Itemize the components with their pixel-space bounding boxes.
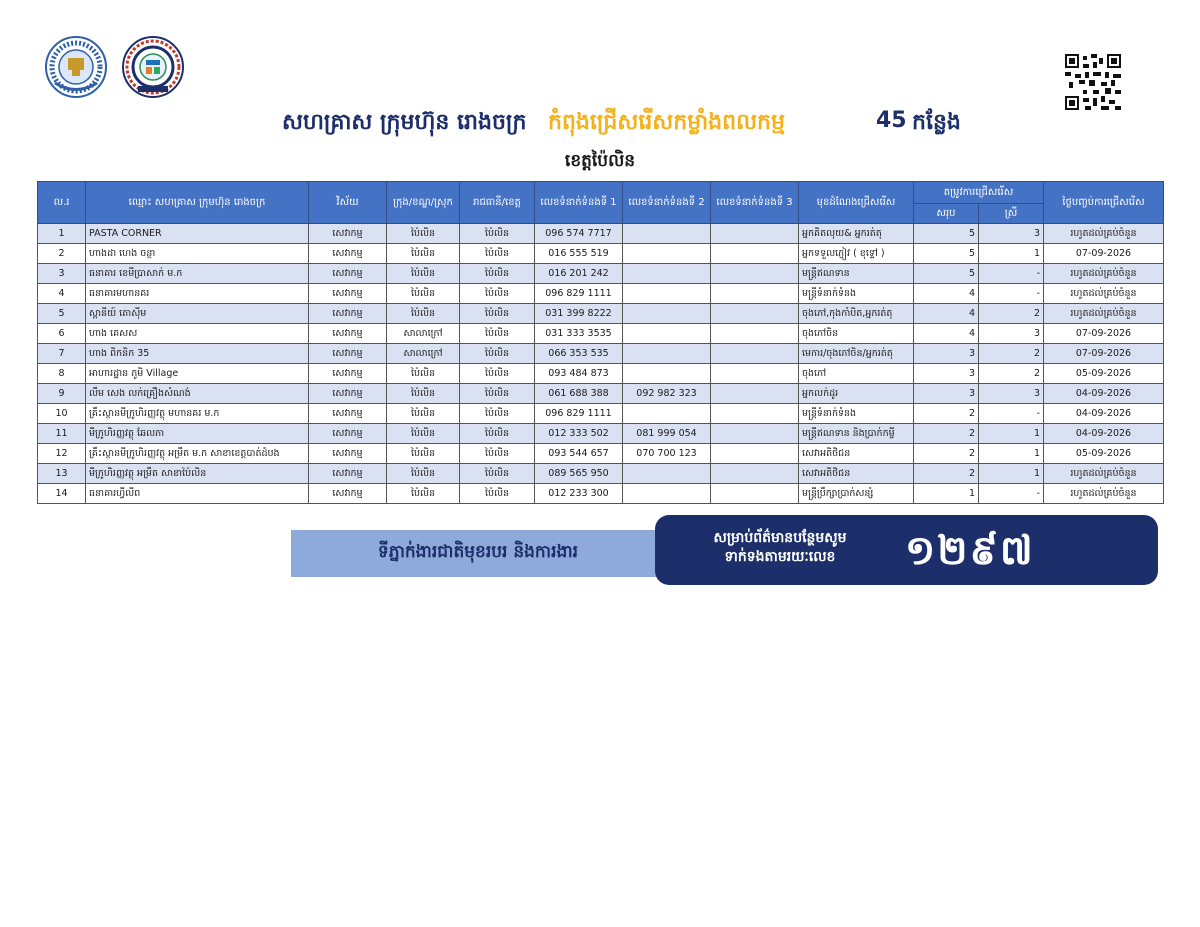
page-title (0, 108, 1200, 142)
cell-no: 4 (38, 284, 86, 304)
cell-district: ប៉ៃលិន (387, 464, 460, 484)
cell-sector: សេវាកម្ម (309, 244, 387, 264)
cell-phone3 (711, 324, 799, 344)
cell-phone3 (711, 224, 799, 244)
hotline-caption-line1: សម្រាប់ព័ត៌មានបន្ថែមសូម (713, 530, 847, 546)
cell-district: ប៉ៃលិន (387, 424, 460, 444)
cell-name: ធនាគារមហានគរ (86, 284, 309, 304)
cell-name: គ្រឹះស្ថានមីក្រូហិរញ្ញវត្ថុ មហានគរ ម.ក (86, 404, 309, 424)
header-province: រាជធានី/ខេត្ត (460, 182, 535, 224)
cell-name: PASTA CORNER (86, 224, 309, 244)
cell-phone3 (711, 244, 799, 264)
cell-phone2 (623, 364, 711, 384)
header-female: ស្រី (979, 204, 1044, 224)
cell-total: 4 (914, 324, 979, 344)
cell-phone3 (711, 344, 799, 364)
cell-phone2 (623, 224, 711, 244)
qr-code-icon (1065, 54, 1121, 110)
cell-province: ប៉ៃលិន (460, 324, 535, 344)
cell-female: 2 (979, 344, 1044, 364)
hotline-number: ១២៩៧ (905, 528, 1035, 574)
cell-name: ហាង គេសស (86, 324, 309, 344)
cell-sector: សេវាកម្ម (309, 484, 387, 504)
cell-position: មន្ត្រីឥណទាន និងប្រាក់កម្ចី (799, 424, 914, 444)
cell-name: គ្រឹះស្ថានមីក្រូហិរញ្ញវត្ថុ អម្រឹត ម.ក សាខាខេត្តបាត់ដំបង (86, 444, 309, 464)
cell-phone3 (711, 484, 799, 504)
cell-position: មេការ/ចុងភៅចិន/អ្នករត់តុ (799, 344, 914, 364)
cell-position: ចុងភៅចិន (799, 324, 914, 344)
cell-deadline: 05-09-2026 (1044, 444, 1164, 464)
cell-female: - (979, 284, 1044, 304)
cell-phone2: 081 999 054 (623, 424, 711, 444)
cell-deadline: រហូតដល់គ្រប់ចំនួន (1044, 264, 1164, 284)
header-position: មុខដំណែងជ្រើសរើស (799, 182, 914, 224)
table-row (38, 284, 1164, 304)
cell-phone1: 066 353 535 (535, 344, 623, 364)
cell-phone3 (711, 304, 799, 324)
title-unit-label: កន្លែង (912, 110, 961, 135)
cell-sector: សេវាកម្ម (309, 364, 387, 384)
cell-province: ប៉ៃលិន (460, 444, 535, 464)
cell-position: មន្ត្រីប្រឹក្សាប្រាក់សន្សំ (799, 484, 914, 504)
header-phone1: លេខទំនាក់ទំនងទី 1 (535, 182, 623, 224)
cell-no: 9 (38, 384, 86, 404)
cell-name: ស្ពានីយ៍ តោស៊ីម (86, 304, 309, 324)
cell-no: 7 (38, 344, 86, 364)
table-row (38, 244, 1164, 264)
cell-position: អ្នកគិតលុយ& អ្នករត់តុ (799, 224, 914, 244)
cell-sector: សេវាកម្ម (309, 224, 387, 244)
cell-sector: សេវាកម្ម (309, 304, 387, 324)
cell-deadline: រហូតដល់គ្រប់ចំនួន (1044, 284, 1164, 304)
cell-sector: សេវាកម្ម (309, 284, 387, 304)
cell-district: ប៉ៃលិន (387, 264, 460, 284)
cell-phone2: 092 982 323 (623, 384, 711, 404)
cell-total: 2 (914, 464, 979, 484)
table-row (38, 404, 1164, 424)
cell-phone1: 096 829 1111 (535, 284, 623, 304)
cell-no: 14 (38, 484, 86, 504)
cell-district: សាលាក្រៅ (387, 324, 460, 344)
cell-province: ប៉ៃលិន (460, 364, 535, 384)
cell-phone1: 096 574 7717 (535, 224, 623, 244)
cell-province: ប៉ៃលិន (460, 424, 535, 444)
cell-deadline: រហូតដល់គ្រប់ចំនួន (1044, 304, 1164, 324)
cell-phone2 (623, 304, 711, 324)
agency-name: ទីភ្នាក់ងារជាតិមុខរបរ និងការងារ (377, 542, 579, 562)
cell-province: ប៉ៃលិន (460, 264, 535, 284)
cell-deadline: រហូតដល់គ្រប់ចំនួន (1044, 484, 1164, 504)
table-row (38, 304, 1164, 324)
cell-position: អ្នកទទួលភ្ញៀវ ( ខុទ្ទៅ ) (799, 244, 914, 264)
cell-total: 4 (914, 284, 979, 304)
nea-seal-icon (122, 36, 184, 98)
cell-position: មន្ត្រីទំនាក់ទំនង (799, 404, 914, 424)
cell-deadline: 07-09-2026 (1044, 344, 1164, 364)
cell-district: សាលាក្រៅ (387, 344, 460, 364)
header-district: ក្រុង/ខណ្ឌ/ស្រុក (387, 182, 460, 224)
cell-province: ប៉ៃលិន (460, 384, 535, 404)
cell-phone2 (623, 344, 711, 364)
header-sector: វិស័យ (309, 182, 387, 224)
cell-sector: សេវាកម្ម (309, 464, 387, 484)
table-row (38, 484, 1164, 504)
cell-phone3 (711, 464, 799, 484)
cell-female: - (979, 484, 1044, 504)
cell-female: 1 (979, 444, 1044, 464)
agency-banner (291, 530, 665, 577)
cell-phone3 (711, 444, 799, 464)
cell-district: ប៉ៃលិន (387, 484, 460, 504)
cell-phone1: 012 233 300 (535, 484, 623, 504)
cell-position: សេវាអតិថិជន (799, 464, 914, 484)
cell-district: ប៉ៃលិន (387, 224, 460, 244)
table-row (38, 464, 1164, 484)
cell-female: - (979, 404, 1044, 424)
cell-phone1: 093 544 657 (535, 444, 623, 464)
cell-female: 1 (979, 244, 1044, 264)
cell-district: ប៉ៃលិន (387, 384, 460, 404)
header-total: សរុប (914, 204, 979, 224)
cell-phone2: 070 700 123 (623, 444, 711, 464)
cell-phone2 (623, 404, 711, 424)
cell-name: ហាង ពិកនិក 35 (86, 344, 309, 364)
cell-sector: សេវាកម្ម (309, 264, 387, 284)
cell-sector: សេវាកម្ម (309, 344, 387, 364)
table-row (38, 324, 1164, 344)
cell-province: ប៉ៃលិន (460, 344, 535, 364)
cell-female: 2 (979, 304, 1044, 324)
cell-no: 6 (38, 324, 86, 344)
cell-phone1: 061 688 388 (535, 384, 623, 404)
table-row (38, 344, 1164, 364)
title-total-positions: 45 (876, 108, 907, 133)
header-demand: តម្រូវការជ្រើសរើស (914, 182, 1044, 204)
cell-province: ប៉ៃលិន (460, 464, 535, 484)
cell-no: 10 (38, 404, 86, 424)
cell-sector: សេវាកម្ម (309, 384, 387, 404)
cell-deadline: 04-09-2026 (1044, 404, 1164, 424)
hotline-caption (685, 529, 875, 567)
cell-total: 5 (914, 244, 979, 264)
cell-district: ប៉ៃលិន (387, 244, 460, 264)
cell-phone2 (623, 264, 711, 284)
cell-name: មីក្រូហិរញ្ញវត្ថុ ឆែលភា (86, 424, 309, 444)
cell-phone2 (623, 324, 711, 344)
cell-total: 2 (914, 404, 979, 424)
cell-phone3 (711, 284, 799, 304)
cell-total: 5 (914, 264, 979, 284)
cell-name: ហាងដា ហេង ចន្ថា (86, 244, 309, 264)
cell-no: 5 (38, 304, 86, 324)
cell-district: ប៉ៃលិន (387, 284, 460, 304)
cell-deadline: 07-09-2026 (1044, 244, 1164, 264)
cell-sector: សេវាកម្ម (309, 324, 387, 344)
job-vacancy-table (37, 181, 1164, 504)
cell-phone1: 016 201 242 (535, 264, 623, 284)
hotline-banner (655, 515, 1158, 585)
cell-name: ធនាគារ ខេមីប្រាសាក់ ម.ក (86, 264, 309, 284)
cell-province: ប៉ៃលិន (460, 304, 535, 324)
cell-phone3 (711, 424, 799, 444)
cell-phone1: 016 555 519 (535, 244, 623, 264)
cell-name: ធនាគារហ្វីលីព (86, 484, 309, 504)
cell-phone3 (711, 404, 799, 424)
cell-sector: សេវាកម្ម (309, 444, 387, 464)
cell-total: 5 (914, 224, 979, 244)
cell-phone1: 089 565 950 (535, 464, 623, 484)
cell-female: 1 (979, 464, 1044, 484)
cell-province: ប៉ៃលិន (460, 284, 535, 304)
header-deadline: ថ្ងៃបញ្ចប់ការជ្រើសរើស (1044, 182, 1164, 224)
cell-position: មន្ត្រីឥណទាន (799, 264, 914, 284)
cell-province: ប៉ៃលិន (460, 224, 535, 244)
cell-phone1: 093 484 873 (535, 364, 623, 384)
cell-female: 3 (979, 324, 1044, 344)
cell-female: - (979, 264, 1044, 284)
cell-phone3 (711, 264, 799, 284)
table-row (38, 224, 1164, 244)
cell-position: អ្នកលក់ដូរ (799, 384, 914, 404)
cell-district: ប៉ៃលិន (387, 444, 460, 464)
cell-no: 2 (38, 244, 86, 264)
cell-female: 3 (979, 224, 1044, 244)
cell-phone1: 031 399 8222 (535, 304, 623, 324)
cell-province: ប៉ៃលិន (460, 484, 535, 504)
cell-no: 1 (38, 224, 86, 244)
cell-deadline: 05-09-2026 (1044, 364, 1164, 384)
cell-no: 8 (38, 364, 86, 384)
cell-district: ប៉ៃលិន (387, 404, 460, 424)
cell-phone2 (623, 244, 711, 264)
cell-total: 2 (914, 444, 979, 464)
cell-no: 11 (38, 424, 86, 444)
cell-phone1: 012 333 502 (535, 424, 623, 444)
cell-female: 2 (979, 364, 1044, 384)
cell-deadline: 04-09-2026 (1044, 384, 1164, 404)
cell-no: 12 (38, 444, 86, 464)
table-row (38, 424, 1164, 444)
header-name: ឈ្មោះ សហគ្រាស ក្រុមហ៊ុន រោងចក្រ (86, 182, 309, 224)
cell-position: ចុងភៅ (799, 364, 914, 384)
cell-phone1: 031 333 3535 (535, 324, 623, 344)
cell-total: 3 (914, 344, 979, 364)
cell-deadline: 07-09-2026 (1044, 324, 1164, 344)
cell-total: 3 (914, 364, 979, 384)
cell-phone3 (711, 384, 799, 404)
header-phone3: លេខទំនាក់ទំនងទី 3 (711, 182, 799, 224)
cell-phone2 (623, 464, 711, 484)
table-row (38, 264, 1164, 284)
hotline-caption-line2: ទាក់ទងតាមរយៈលេខ (724, 549, 836, 565)
header-no: ល.រ (38, 182, 86, 224)
cell-female: 3 (979, 384, 1044, 404)
cell-district: ប៉ៃលិន (387, 304, 460, 324)
cell-total: 2 (914, 424, 979, 444)
table-row (38, 384, 1164, 404)
cell-phone2 (623, 484, 711, 504)
cell-deadline: រហូតដល់គ្រប់ចំនួន (1044, 224, 1164, 244)
cell-phone3 (711, 364, 799, 384)
cell-name: លឹម សេង លក់គ្រឿងសំណង់ (86, 384, 309, 404)
cell-total: 4 (914, 304, 979, 324)
cell-province: ប៉ៃលិន (460, 244, 535, 264)
cell-deadline: រហូតដល់គ្រប់ចំនួន (1044, 464, 1164, 484)
title-status-label: កំពុងជ្រើសរើសកម្លាំងពលកម្ម (548, 110, 785, 135)
cell-no: 13 (38, 464, 86, 484)
table-row (38, 364, 1164, 384)
header-phone2: លេខទំនាក់ទំនងទី 2 (623, 182, 711, 224)
title-org-label: សហគ្រាស ក្រុមហ៊ុន រោងចក្រ (282, 110, 527, 135)
cell-no: 3 (38, 264, 86, 284)
cell-name: អាហារដ្ឋាន ភូមិ Village (86, 364, 309, 384)
cell-sector: សេវាកម្ម (309, 424, 387, 444)
cell-position: ចុងភៅ,កុងកាំបិត,អ្នករត់តុ (799, 304, 914, 324)
cell-position: មន្ត្រីទំនាក់ទំនង (799, 284, 914, 304)
cell-position: សេវាអតិថិជន (799, 444, 914, 464)
cell-female: 1 (979, 424, 1044, 444)
cell-total: 1 (914, 484, 979, 504)
cell-phone1: 096 829 1111 (535, 404, 623, 424)
province-subtitle: ខេត្តប៉ៃលិន (564, 151, 636, 171)
cell-name: មីក្រូហិរញ្ញវត្ថុ អម្រឹត សាខាប៉ៃលិន (86, 464, 309, 484)
cell-phone2 (623, 284, 711, 304)
cell-district: ប៉ៃលិន (387, 364, 460, 384)
ministry-seal-icon (45, 36, 107, 98)
cell-total: 3 (914, 384, 979, 404)
table-row (38, 444, 1164, 464)
cell-sector: សេវាកម្ម (309, 404, 387, 424)
cell-province: ប៉ៃលិន (460, 404, 535, 424)
cell-deadline: 04-09-2026 (1044, 424, 1164, 444)
